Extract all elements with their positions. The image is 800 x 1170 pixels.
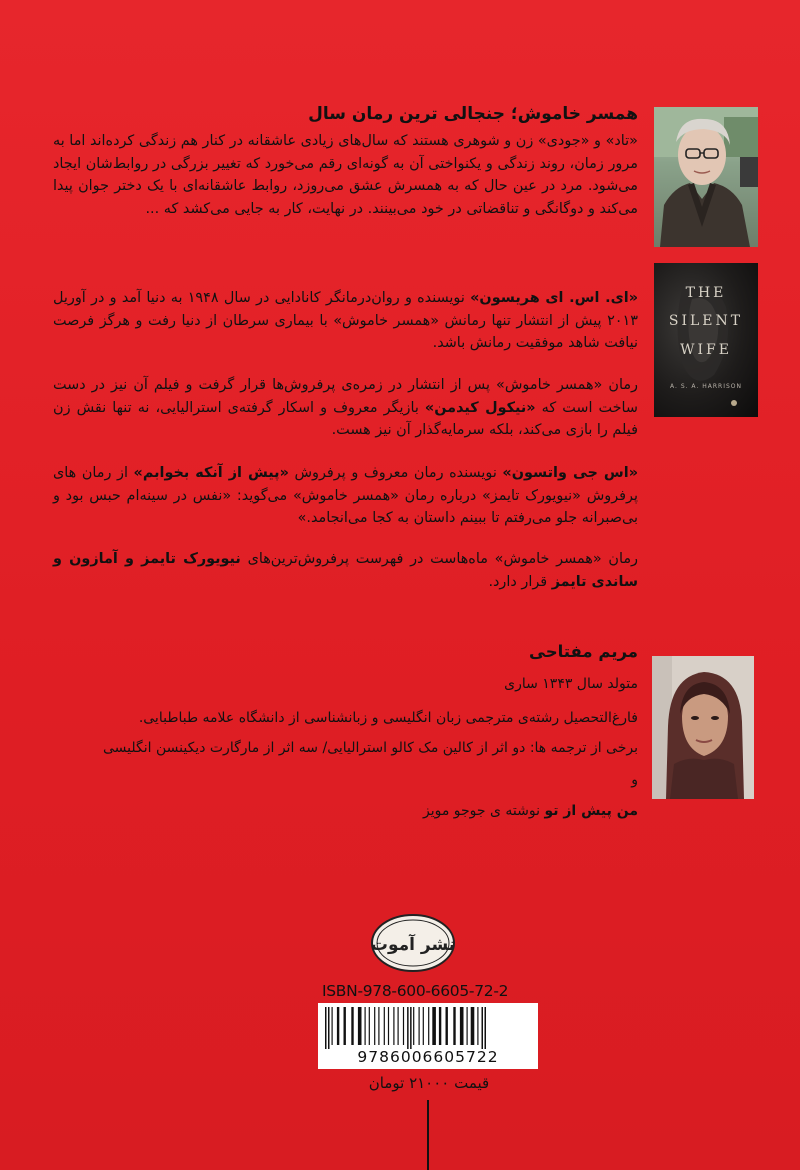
barcode-bar: [453, 1007, 455, 1045]
author-bio: نویسنده و روان‌درمانگر کانادایی در سال ۱۹۴۸ به دنیا آمد و در آوریل ۲۰۱۳ پیش از انتشار تنها رمانش «همسر خاموش» با بیماری سرطان از دنیا رفت و هرگز فرصت نیافت شاهد موفقیت رمانش باشد.: [53, 290, 638, 352]
barcode-bar: [351, 1007, 353, 1045]
barcode-bar: [460, 1007, 464, 1045]
book-title-line-3: WIFE: [680, 342, 732, 358]
bestseller-text-a: رمان «همسر خاموش» ماه‌هاست در فهرست پرفروش‌ترین‌های: [240, 551, 638, 567]
barcode-bar: [410, 1007, 412, 1049]
synopsis-paragraph-1: «تاد» و «جودی» زن و شوهری هستند که سال‌های زیادی عاشقانه در کنار هم زندگی کرده‌اند اما به مرور زمان، روند زندگی و یکنواختی آن به گونه‌ای رقم می‌خورد که تغییر بزرگی در روابط‌شان ایجاد می‌شود. مرد در عین حال که به همسرش عشق می‌روزد، روابط عاشقانه‌ای با یک دختر جوان پیدا می‌کند و دوگانگی و تناقضاتی در خود می‌بینند. در نهایت، کار به جایی می‌کشد که ...: [53, 133, 638, 217]
barcode-bar: [407, 1007, 409, 1049]
publisher-logo-text: نشر آموت: [370, 935, 456, 955]
author-name: «ای. اس. ای هریسون»: [470, 290, 638, 306]
synopsis-paragraph-2: [53, 287, 638, 355]
barcode-bar: [446, 1007, 448, 1045]
reviewer-book: «پیش از آنکه بخوابم»: [133, 465, 289, 481]
book-title-line-2: SILENT: [668, 313, 744, 329]
translator-photo: [652, 656, 754, 799]
barcode-bar: [325, 1007, 327, 1049]
barcode-bar: [374, 1007, 375, 1045]
barcode: [318, 1003, 538, 1069]
synopsis-paragraph-5: [53, 548, 638, 593]
translator-works: برخی از ترجمه ها: دو اثر از کالین مک کالو استرالیایی/ سه اثر از مارگارت دیکینسن انگلیسی: [102, 740, 638, 756]
translator-education: فارغ‌التحصیل رشته‌ی مترجمی زبان انگلیسی و زبانشناسی از دانشگاه علامه طباطبایی.: [138, 710, 638, 726]
translator-birth: متولد سال ۱۳۴۳ ساری: [504, 676, 638, 692]
barcode-bar: [439, 1007, 441, 1045]
barcode-bar: [419, 1007, 420, 1045]
barcode-bar: [369, 1007, 370, 1045]
barcode-bar: [344, 1007, 346, 1045]
author-portrait-image: [654, 107, 758, 247]
synopsis-paragraph-4: [53, 462, 638, 530]
barcode-bars: [323, 1007, 533, 1049]
barcode-bar: [365, 1007, 366, 1045]
section-title: همسر خاموش؛ جنجالی ترین رمان سال: [308, 104, 638, 124]
translator-and: و: [631, 772, 638, 788]
barcode-bar: [358, 1007, 362, 1045]
barcode-bar: [332, 1007, 333, 1045]
book-cover-image: [654, 263, 758, 417]
translator-portrait-image: [652, 656, 754, 799]
price-label: قیمت ۲۱۰۰۰ تومان: [368, 1074, 490, 1092]
barcode-bar: [432, 1007, 436, 1045]
barcode-number: 9786006605722: [357, 1048, 499, 1066]
work-title-rest: نوشته ی جوجو مویز: [422, 803, 545, 819]
barcode-bar: [393, 1007, 394, 1045]
author-photo: [654, 107, 758, 247]
publisher-logo: [370, 912, 456, 974]
translator-work-title: [53, 803, 638, 819]
review-text-a: نویسنده رمان معروف و پرفروش: [288, 465, 503, 481]
barcode-bar: [388, 1007, 389, 1045]
barcode-bar: [337, 1007, 339, 1045]
barcode-bar: [398, 1007, 399, 1045]
reviewer-name: «اس جی واتسون»: [502, 465, 638, 481]
film-text-b: بازیگر معروف و اسکار گرفته‌ی استرالیایی، نه تنها نقش زن فیلم را بازی می‌کند، بلکه سرمایه‌گذار آن نیز هست.: [53, 399, 638, 439]
book-title-line-1: THE: [685, 285, 727, 301]
barcode-bar: [423, 1007, 424, 1045]
barcode-bar: [471, 1007, 475, 1045]
actress-name: «نیکول کیدمن»: [424, 399, 536, 416]
barcode-bar: [328, 1007, 330, 1049]
synopsis-paragraph-3: [53, 374, 638, 442]
barcode-bar: [485, 1007, 487, 1049]
barcode-bar: [413, 1007, 414, 1045]
barcode-bar: [482, 1007, 484, 1049]
barcode-bar: [378, 1007, 379, 1045]
barcode-bar: [384, 1007, 385, 1045]
bottom-divider: [427, 1100, 429, 1170]
barcode-bar: [467, 1007, 468, 1045]
bestseller-lists: نیویورک تایمز و آمازون و ساندی تایمز: [53, 551, 638, 590]
translator-name: مریم مفتاحی: [529, 642, 638, 661]
isbn-text: ISBN-978-600-6605-72-2: [322, 982, 509, 1000]
book-cover-author: A. S. A. HARRISON: [670, 383, 742, 390]
bestseller-text-b: قرار دارد.: [488, 573, 552, 590]
film-text-a: رمان «همسر خاموش» پس از انتشار در زمره‌ی پرفروش‌ها قرار گرفت و فیلم آن نیز در دست ساخت است که: [53, 377, 638, 416]
work-title-bold: من پیش از تو: [544, 803, 638, 819]
barcode-bar: [477, 1007, 478, 1045]
publisher-logo-icon: [370, 912, 456, 974]
review-text-b: از رمان های پرفروش «نیویورک تایمز» درباره رمان «همسر خاموش» می‌گوید: «نفس در سینه‌ام حبس بود و بی‌صبرانه جلو می‌رفتم تا ببینم داستان به کجا می‌انجامد.»: [53, 465, 638, 527]
barcode-bar: [403, 1007, 404, 1045]
barcode-bar: [428, 1007, 429, 1045]
